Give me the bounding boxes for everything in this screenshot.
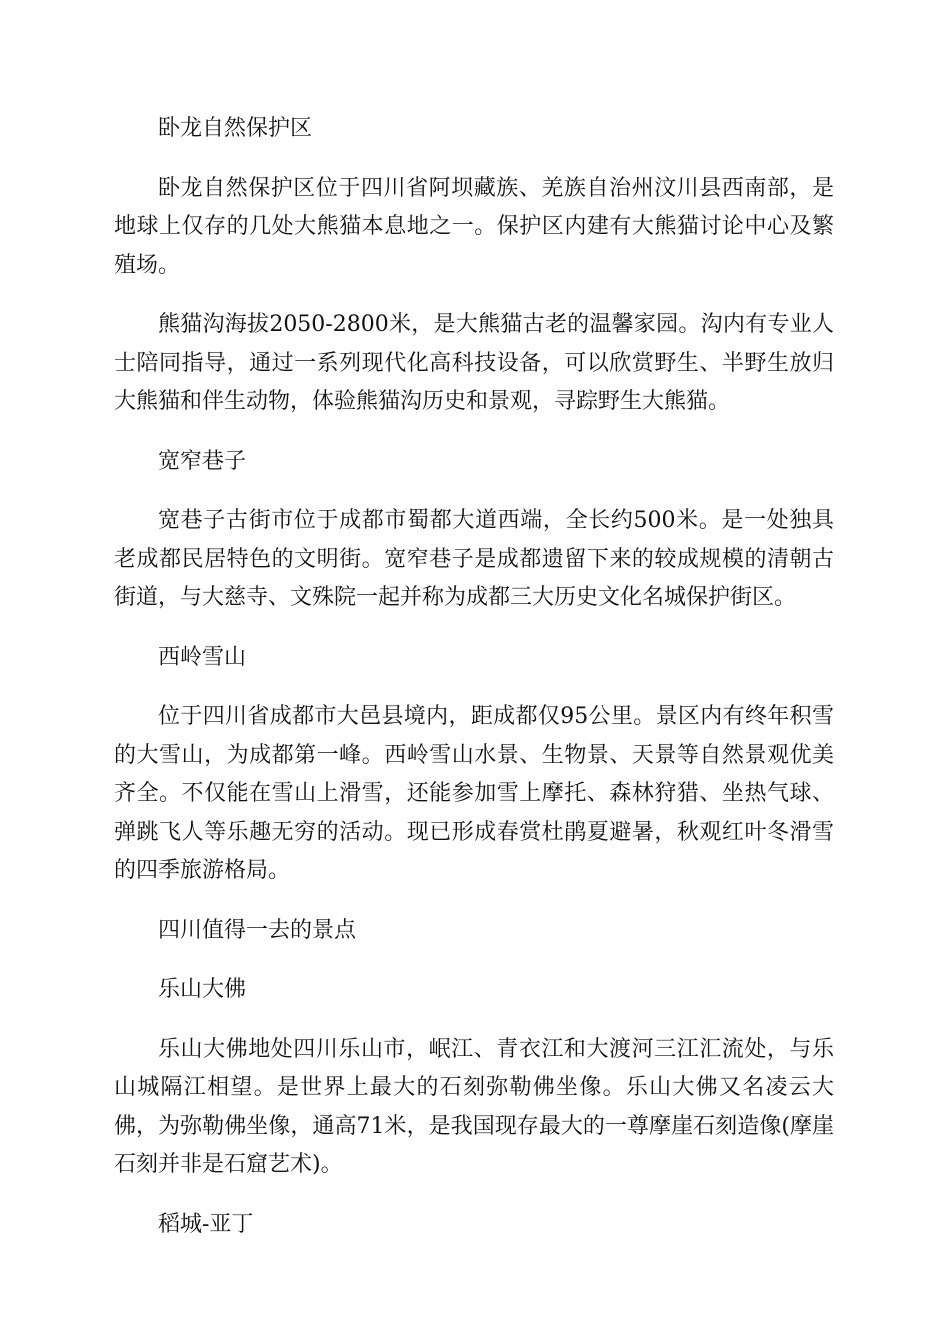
heading-wolong: 卧龙自然保护区 — [158, 116, 313, 141]
heading-leshan-buddha: 乐山大佛 — [158, 977, 247, 1002]
heading-sichuan-attractions: 四川值得一去的景点 — [158, 917, 357, 943]
paragraph-wolong-intro: 卧龙自然保护区位于四川省阿坝藏族、羌族自治州汶川县西南部，是地球上仅存的几处大熊猫本息地之一。保护区内建有大熊猫讨论中心及繁殖场。 — [114, 175, 834, 278]
paragraph-xiling-snow-mountain: 位于四川省成都市大邑县境内，距成都仅95公里。景区内有终年积雪的大雪山，为成都第一峰。西岭雪山水景、生物景、天景等自然景观优美齐全。不仅能在雪山上滑雪，还能参加雪上摩托、森林狩猎、坐热气球、弹跳飞人等乐趣无穷的活动。现已形成春赏杜鹃夏避暑，秋观红叶冬滑雪的四季旅游格局。 — [114, 704, 834, 883]
heading-daocheng-yading: 稻城-亚丁 — [158, 1211, 254, 1237]
heading-kuanzhai-alley: 宽窄巷子 — [158, 448, 247, 474]
heading-xiling-snow-mountain: 西岭雪山 — [158, 644, 247, 670]
paragraph-kuanzhai-alley: 宽巷子古街市位于成都市蜀都大道西端，全长约500米。是一处独具老成都民居特色的文明街。宽窄巷子是成都遗留下来的较成规模的清朝古街道，与大慈寺、文殊院一起并称为成都三大历史文化名城保护街区。 — [114, 508, 834, 610]
paragraph-panda-valley: 熊猫沟海拔2050-2800米，是大熊猫古老的温馨家园。沟内有专业人士陪同指导，通过一系列现代化高科技设备，可以欣赏野生、半野生放归大熊猫和伴生动物，体验熊猫沟历史和景观，寻踪野生大熊猫。 — [114, 312, 834, 414]
document-body — [114, 110, 834, 1265]
paragraph-leshan-buddha: 乐山大佛地处四川乐山市，岷江、青衣江和大渡河三江汇流处，与乐山城隔江相望。是世界上最大的石刻弥勒佛坐像。乐山大佛又名凌云大佛，为弥勒佛坐像，通高71米，是我国现存最大的一尊摩崖石刻造像(摩崖石刻并非是石窟艺术)。 — [114, 1036, 834, 1177]
